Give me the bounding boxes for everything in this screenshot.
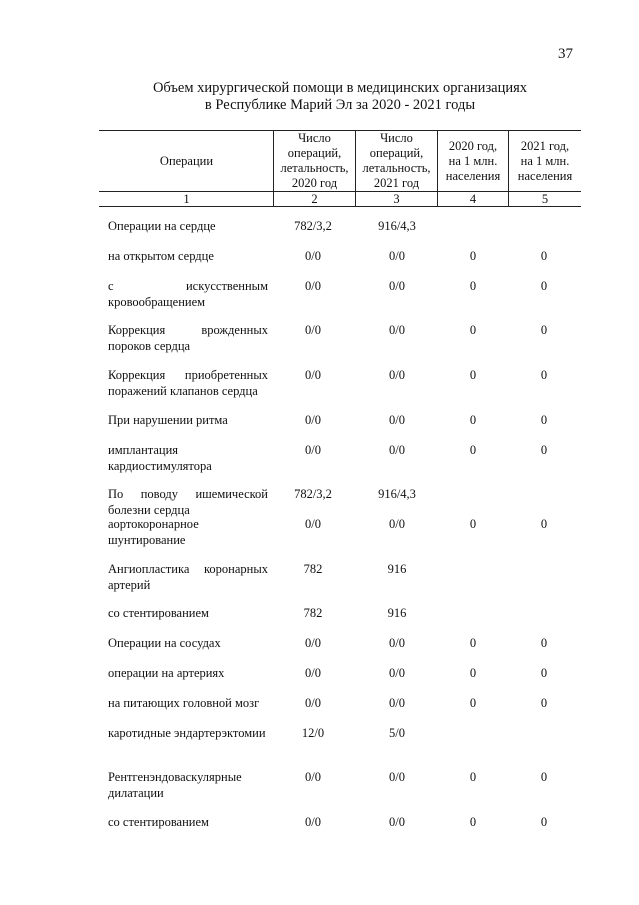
row-label: аортокоронарное шунтирование [108, 517, 199, 547]
per-million-2020: 0 [469, 517, 477, 531]
header-per-million-2021-line: 2021 год, [520, 138, 570, 153]
header-per-million-2021-line: населения [517, 168, 573, 183]
row-label: каротидные эндартерэктомии [108, 726, 266, 740]
header-per-million-2021 [509, 131, 581, 191]
value-2021: 0/0 [389, 323, 405, 337]
value-2021: 0/0 [389, 636, 405, 650]
value-2020: 0/0 [305, 666, 321, 680]
row-label: При нарушении ритма [108, 413, 228, 427]
value-2020: 782/3,2 [294, 219, 332, 233]
per-million-2021: 0 [540, 279, 548, 293]
column-number: 5 [541, 192, 549, 206]
value-2021: 0/0 [389, 443, 405, 457]
header-per-million-2020 [438, 131, 508, 191]
per-million-2020: 0 [469, 815, 477, 829]
per-million-2020: 0 [469, 413, 477, 427]
header-count-2021 [356, 131, 437, 191]
per-million-2020: 0 [469, 443, 477, 457]
value-2021: 916/4,3 [378, 487, 416, 501]
row-label: операции на артериях [108, 666, 225, 680]
per-million-2021: 0 [540, 815, 548, 829]
value-2020: 0/0 [305, 517, 321, 531]
header-per-million-2021-line: на 1 млн. [520, 153, 570, 168]
row-label: Коррекция приобретенных поражений клапанов сердца [108, 368, 268, 398]
per-million-2021: 0 [540, 413, 548, 427]
header-operations [100, 131, 273, 191]
value-2020: 0/0 [305, 815, 321, 829]
header-count-2021-line: 2021 год [373, 176, 420, 190]
header-count-2020-line: операций, [287, 146, 342, 160]
row-label: с искусственным кровообращением [108, 279, 268, 309]
per-million-2021: 0 [540, 443, 548, 457]
table-number-rule [99, 206, 581, 207]
value-2020: 782 [303, 606, 323, 620]
per-million-2020: 0 [469, 368, 477, 382]
row-label: Операции на сердце [108, 219, 216, 233]
per-million-2021: 0 [540, 696, 548, 710]
header-count-2020 [274, 131, 355, 191]
per-million-2020: 0 [469, 636, 477, 650]
row-label: Коррекция врожденных пороков сердца [108, 323, 268, 353]
per-million-2021: 0 [540, 249, 548, 263]
column-number: 2 [311, 192, 318, 206]
per-million-2020: 0 [469, 323, 477, 337]
value-2021: 0/0 [389, 666, 405, 680]
per-million-2020: 0 [469, 249, 477, 263]
value-2021: 916/4,3 [378, 219, 416, 233]
value-2020: 0/0 [305, 368, 321, 382]
row-label: По поводу ишемической болезни сердца [108, 487, 268, 517]
value-2020: 782/3,2 [294, 487, 332, 501]
row-label: Рентгенэндоваскулярные дилатации [108, 770, 242, 800]
header-count-2021-line: летальность, [362, 161, 431, 175]
row-label: со стентированием [108, 815, 209, 829]
column-number: 3 [393, 192, 400, 206]
per-million-2021: 0 [540, 636, 548, 650]
value-2021: 0/0 [389, 279, 405, 293]
per-million-2020: 0 [469, 770, 477, 784]
value-2020: 0/0 [305, 413, 321, 427]
value-2021: 0/0 [389, 368, 405, 382]
value-2020: 0/0 [305, 443, 321, 457]
value-2021: 916 [387, 562, 407, 576]
row-label: на питающих головной мозг [108, 696, 260, 710]
per-million-2021: 0 [540, 666, 548, 680]
page-title-line-1: Объем хирургической помощи в медицинских организациях [152, 80, 528, 96]
value-2020: 782 [303, 562, 323, 576]
row-label: со стентированием [108, 606, 209, 620]
per-million-2021: 0 [540, 368, 548, 382]
header-operations-label: Операции [159, 153, 214, 168]
value-2020: 0/0 [305, 279, 321, 293]
value-2021: 916 [387, 606, 407, 620]
per-million-2021: 0 [540, 770, 548, 784]
row-label: Операции на сосудах [108, 636, 221, 650]
header-per-million-2020-line: на 1 млн. [448, 153, 498, 168]
header-count-2020-line: Число [298, 131, 331, 145]
value-2021: 0/0 [389, 696, 405, 710]
column-number: 1 [183, 192, 190, 206]
row-label: имплантация кардиостимулятора [108, 443, 212, 473]
column-number: 4 [469, 192, 477, 206]
per-million-2020: 0 [469, 696, 477, 710]
per-million-2021: 0 [540, 323, 548, 337]
header-count-2020-line: летальность, [280, 161, 349, 175]
row-label: Ангиопластика коронарных артерий [108, 562, 268, 592]
header-per-million-2020-line: 2020 год, [448, 138, 498, 153]
per-million-2020: 0 [469, 666, 477, 680]
value-2021: 0/0 [389, 770, 405, 784]
value-2020: 0/0 [305, 696, 321, 710]
value-2020: 0/0 [305, 770, 321, 784]
page-title-line-2: в Республике Марий Эл за 2020 - 2021 годы [204, 97, 476, 113]
value-2021: 5/0 [389, 726, 405, 740]
header-count-2020-line: 2020 год [291, 176, 338, 190]
value-2020: 12/0 [301, 726, 325, 740]
value-2021: 0/0 [389, 815, 405, 829]
value-2021: 0/0 [389, 517, 405, 531]
value-2020: 0/0 [305, 323, 321, 337]
per-million-2021: 0 [540, 517, 548, 531]
page-number: 37 [558, 46, 573, 62]
per-million-2020: 0 [469, 279, 477, 293]
value-2021: 0/0 [389, 249, 405, 263]
value-2020: 0/0 [305, 249, 321, 263]
row-label: на открытом сердце [108, 249, 214, 263]
header-count-2021-line: операций, [369, 146, 424, 160]
header-per-million-2020-line: населения [445, 168, 501, 183]
value-2020: 0/0 [305, 636, 321, 650]
value-2021: 0/0 [389, 413, 405, 427]
header-count-2021-line: Число [380, 131, 413, 145]
